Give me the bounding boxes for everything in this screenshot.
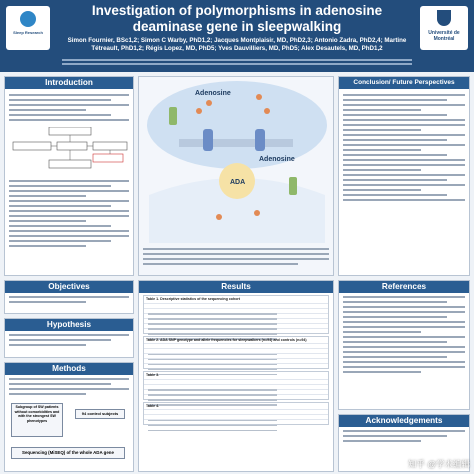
sleep-research-logo-text: Sleep Research: [13, 30, 43, 35]
sleep-research-logo: [6, 6, 50, 50]
moon-icon: [20, 11, 36, 27]
section-heading: Results: [139, 281, 333, 293]
references-section: [338, 280, 470, 410]
section-heading: Conclusion/ Future Perspectives: [339, 77, 469, 89]
table-2: Table 2. ADA SNP genotype and allele frequencies for sleepwalkers (n=94) and controls (n=94): [143, 336, 329, 370]
adenosine-figure-panel: [138, 76, 334, 276]
table-4: Table 4.: [143, 402, 329, 426]
adenosine-pathway-figure: [139, 77, 333, 245]
udem-logo: [420, 6, 468, 50]
shield-icon: [437, 10, 451, 26]
methods-section: [4, 362, 134, 472]
adenosine-label-top: Adenosine: [195, 90, 231, 97]
table-3: Table 3.: [143, 371, 329, 400]
table-1: Table 1. Descriptive statistics of the sequencing cohort: [143, 295, 329, 334]
udem-logo-text: Université de Montréal: [428, 30, 460, 42]
sleep-state-diagram: [9, 127, 131, 169]
author-list: Simon Fournier, BSc1,2; Simon C Warby, PhD1,2; Jacques Montplaisir, MD, PhD2,3; Antonio Zadra, PhD2,4; Martine Tétreault, PhD1,2; Régis Lopez, MD, PhD5; Yves Dauvilliers, MD, PhD5; Alex Desautels, MD, PhD1,2: [67, 37, 407, 52]
affiliations: [56, 57, 418, 69]
poster-title: Investigation of polymorphisms in adenosine deaminase gene in sleepwalking: [91, 3, 383, 34]
conclusion-section: [338, 76, 470, 276]
section-heading: Methods: [5, 363, 133, 375]
results-section: [138, 280, 334, 472]
hypothesis-section: [4, 318, 134, 358]
right-column: [338, 76, 470, 472]
section-heading: Introduction: [5, 77, 133, 89]
center-column: [138, 76, 334, 472]
flow-box-controls: 94 control subjects: [75, 409, 125, 419]
section-heading: References: [339, 281, 469, 293]
flow-box-sequencing: Sequencing (MiSEQ) of the whole ADA gene: [11, 447, 125, 459]
left-column: [4, 76, 134, 472]
flow-box-patients: Subgroup of SW patients without comorbidities and with the strongest SW phenotypes: [11, 403, 63, 437]
introduction-section: [4, 76, 134, 276]
poster-header: [0, 0, 474, 72]
section-heading: Hypothesis: [5, 319, 133, 331]
ada-label: ADA: [230, 179, 246, 186]
watermark: 知乎 @学术编辑: [408, 459, 470, 469]
objectives-section: [4, 280, 134, 314]
adenosine-label-mid: Adenosine: [259, 156, 295, 163]
section-heading: Acknowledgements: [339, 415, 469, 427]
section-heading: Objectives: [5, 281, 133, 293]
